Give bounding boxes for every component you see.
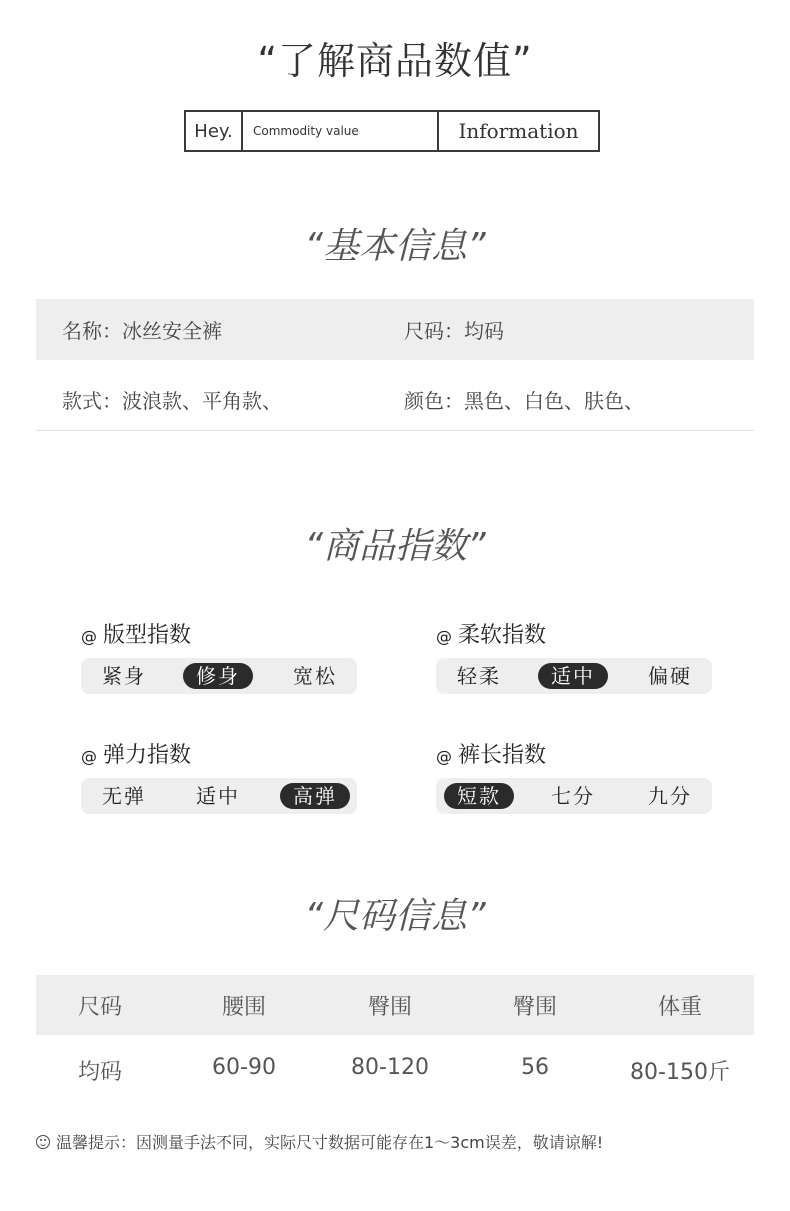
size-header-cell: 体重 bbox=[657, 995, 702, 1020]
tip-note bbox=[36, 1130, 603, 1153]
smile-icon bbox=[36, 1135, 50, 1149]
size-info-title: “尺码信息” bbox=[304, 896, 486, 937]
size-cell: 60-90 bbox=[212, 1055, 276, 1080]
size-cell: 80-120 bbox=[351, 1055, 429, 1080]
badge-commodity: Commodity value bbox=[243, 112, 439, 150]
index-option-selected: 短款 bbox=[444, 783, 514, 809]
index-label-softness: @ 柔软指数 bbox=[436, 623, 547, 648]
badge-information: Information bbox=[458, 119, 579, 143]
index-option: 九分 bbox=[648, 784, 692, 808]
info-style: 款式：波浪款、平角款、 bbox=[62, 389, 282, 413]
page-title: “了解商品数值” bbox=[257, 39, 533, 83]
divider bbox=[36, 430, 754, 431]
size-cell: 56 bbox=[521, 1055, 549, 1080]
at-icon: @ bbox=[81, 627, 97, 646]
index-bar-fit bbox=[81, 658, 357, 694]
index-option-selected: 高弹 bbox=[280, 783, 350, 809]
index-title: “商品指数” bbox=[304, 526, 486, 567]
index-option: 轻柔 bbox=[457, 664, 501, 688]
size-header-cell: 尺码 bbox=[77, 995, 122, 1020]
at-icon: @ bbox=[81, 747, 97, 766]
size-header-cell: 臀围 bbox=[512, 995, 557, 1020]
tip-text: 温馨提示：因测量手法不同，实际尺寸数据可能存在1～3cm误差，敬请谅解! bbox=[56, 1133, 604, 1152]
info-name: 名称：冰丝安全裤 bbox=[62, 319, 222, 343]
info-size: 尺码：均码 bbox=[404, 319, 504, 343]
index-option: 七分 bbox=[551, 784, 595, 808]
index-bar-length bbox=[436, 778, 712, 814]
info-color: 颜色：黑色、白色、肤色、 bbox=[404, 389, 644, 413]
size-table-header bbox=[36, 975, 754, 1035]
index-label-elasticity: @ 弹力指数 bbox=[81, 743, 192, 768]
size-table-row bbox=[36, 1040, 754, 1100]
index-label-length: @ 裤长指数 bbox=[436, 743, 547, 768]
at-icon: @ bbox=[436, 747, 452, 766]
size-cell: 均码 bbox=[77, 1060, 122, 1085]
index-option: 偏硬 bbox=[648, 664, 692, 688]
size-header-cell: 腰围 bbox=[221, 995, 266, 1020]
basic-info-title: “基本信息” bbox=[304, 226, 486, 267]
index-bar-softness bbox=[436, 658, 712, 694]
index-bar-elasticity bbox=[81, 778, 357, 814]
index-option-selected: 修身 bbox=[183, 663, 253, 689]
info-row bbox=[36, 369, 754, 430]
index-option: 无弹 bbox=[102, 784, 146, 808]
index-option-selected: 适中 bbox=[538, 663, 608, 689]
size-cell: 80-150斤 bbox=[630, 1060, 730, 1085]
index-option: 紧身 bbox=[102, 664, 146, 688]
size-header-cell: 臀围 bbox=[367, 995, 412, 1020]
title-badge bbox=[184, 110, 600, 152]
index-option: 适中 bbox=[196, 784, 240, 808]
badge-hey: Hey. bbox=[186, 112, 243, 150]
index-label-fit: @ 版型指数 bbox=[81, 623, 192, 648]
at-icon: @ bbox=[436, 627, 452, 646]
info-row bbox=[36, 299, 754, 360]
index-option: 宽松 bbox=[293, 664, 337, 688]
